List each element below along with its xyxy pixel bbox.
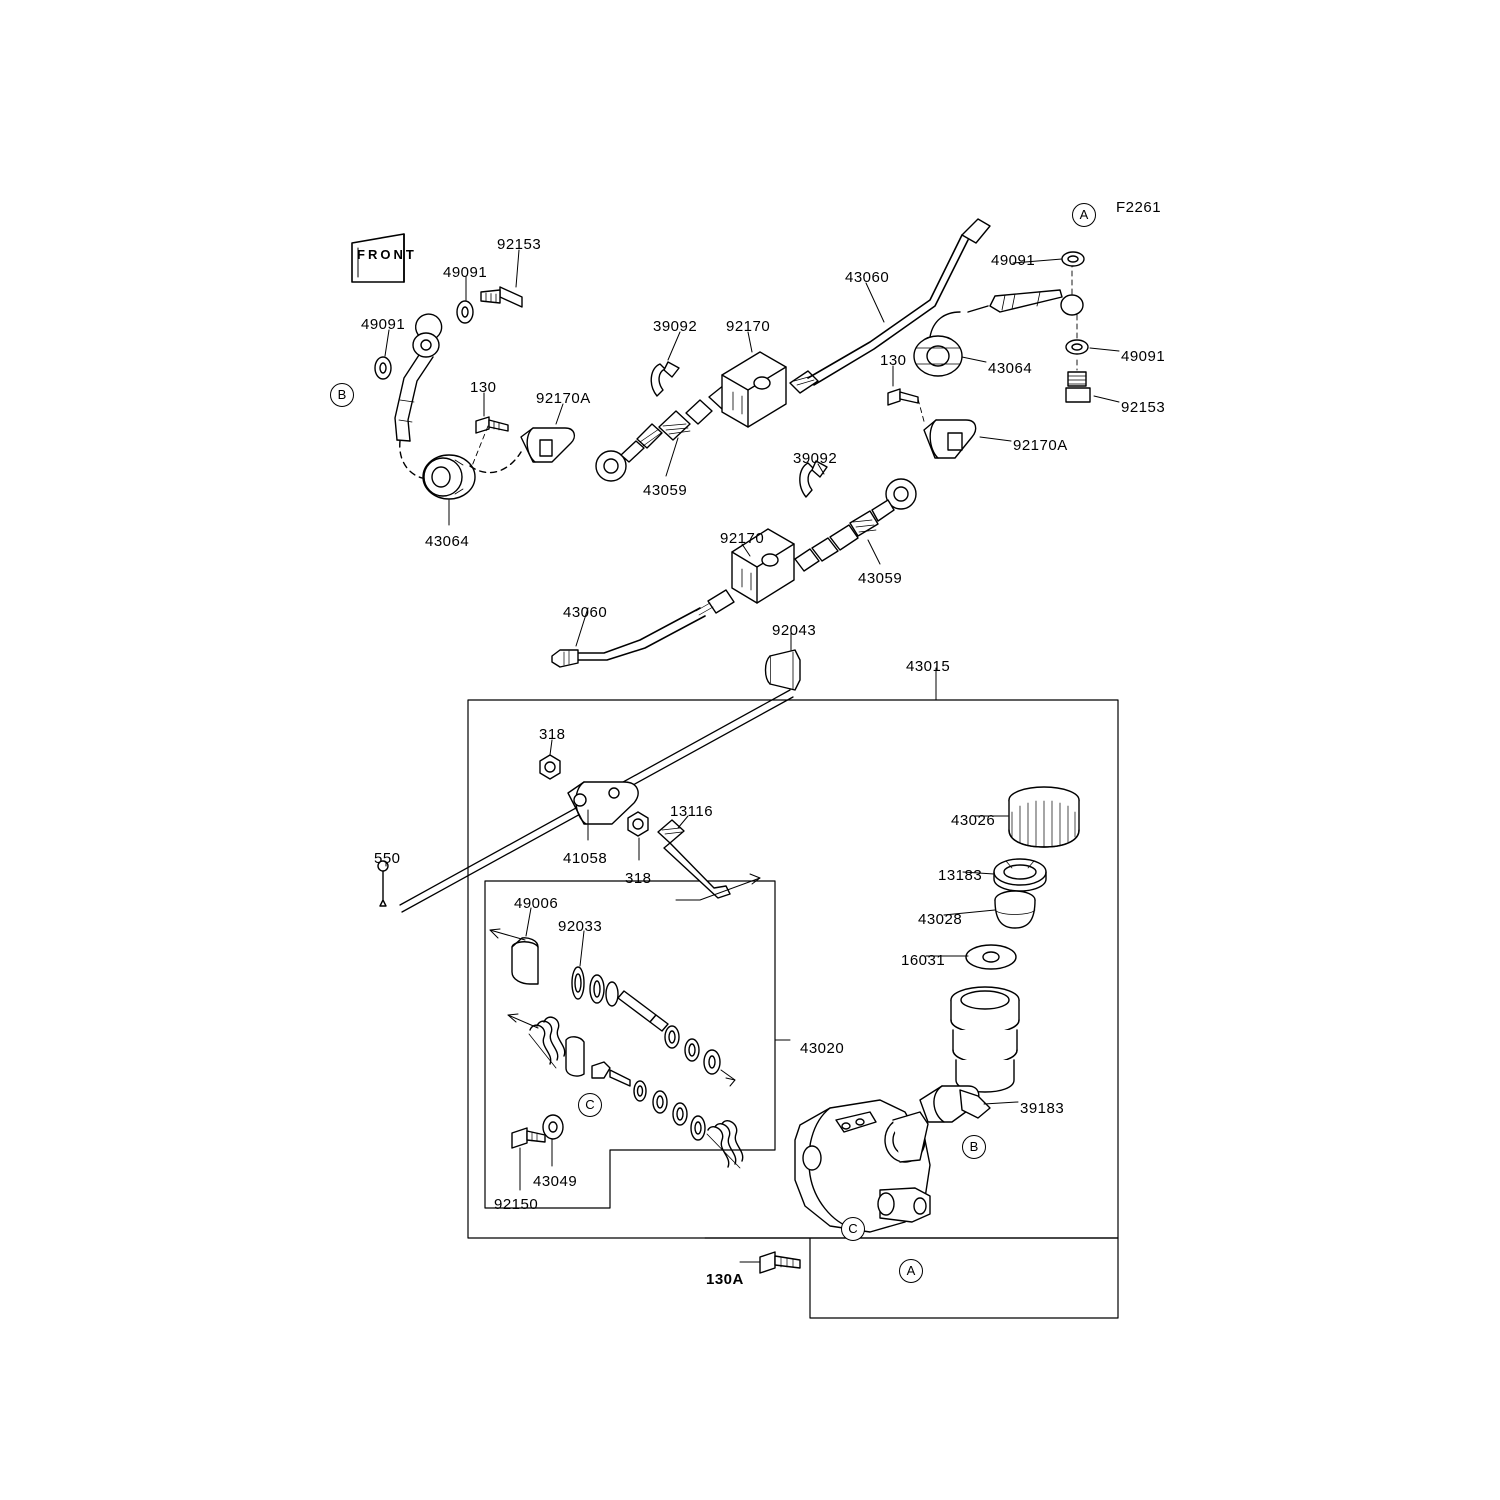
part-label-39183: 39183 bbox=[1020, 1100, 1065, 1117]
part-label-130-left: 130 bbox=[470, 379, 497, 396]
part-label-130-top: 130 bbox=[880, 352, 907, 369]
part-spring-lower bbox=[707, 1121, 743, 1168]
part-label-92150: 92150 bbox=[494, 1196, 539, 1213]
part-92153-right bbox=[1066, 372, 1090, 402]
part-label-43049: 43049 bbox=[533, 1173, 578, 1190]
part-49091-upper bbox=[457, 301, 473, 323]
part-43064-right bbox=[914, 312, 962, 376]
part-550 bbox=[378, 861, 388, 906]
part-92170A-left bbox=[521, 428, 574, 462]
part-label-318-bot: 318 bbox=[625, 870, 652, 887]
callout-circle-a-top: A bbox=[1072, 203, 1096, 227]
part-130A bbox=[760, 1252, 800, 1273]
part-label-43015: 43015 bbox=[906, 658, 951, 675]
part-cup-seal-1 bbox=[566, 1037, 584, 1076]
part-49091-right-lower bbox=[1066, 340, 1088, 354]
part-92033 bbox=[572, 967, 618, 1006]
part-label-13116: 13116 bbox=[670, 803, 714, 820]
part-49006 bbox=[512, 938, 538, 984]
part-shock-rod-right bbox=[968, 262, 1083, 315]
part-49091-lower bbox=[375, 357, 391, 379]
part-label-49091-top: 49091 bbox=[443, 264, 488, 281]
part-label-13183: 13183 bbox=[938, 867, 983, 884]
callout-circle-c-bot: C bbox=[841, 1217, 865, 1241]
callout-circle-b-left: B bbox=[330, 383, 354, 407]
part-label-43020: 43020 bbox=[800, 1040, 845, 1057]
part-130-right bbox=[888, 389, 918, 405]
part-label-16031: 16031 bbox=[901, 952, 946, 969]
part-label-39092-top: 39092 bbox=[653, 318, 698, 335]
part-reservoir bbox=[951, 987, 1019, 1092]
part-label-92170-mid: 92170 bbox=[720, 530, 765, 547]
callout-circle-c-left: C bbox=[578, 1093, 602, 1117]
part-label-41058: 41058 bbox=[563, 850, 608, 867]
part-label-92170A-left: 92170A bbox=[536, 390, 591, 407]
part-spring-upper bbox=[529, 1017, 565, 1068]
part-piston-shaft bbox=[618, 991, 735, 1086]
part-label-39092-mid: 39092 bbox=[793, 450, 838, 467]
part-label-43064-right: 43064 bbox=[988, 360, 1033, 377]
part-92153-top bbox=[481, 287, 522, 307]
part-43059-mid bbox=[696, 479, 916, 615]
part-13183 bbox=[994, 859, 1046, 891]
part-label-49091-left: 49091 bbox=[361, 316, 406, 333]
part-label-49091-right: 49091 bbox=[1121, 348, 1166, 365]
part-label-318-top: 318 bbox=[539, 726, 566, 743]
part-label-43028: 43028 bbox=[918, 911, 963, 928]
part-label-43059-mid: 43059 bbox=[858, 570, 903, 587]
part-label-130A: 130A bbox=[706, 1271, 744, 1288]
part-valve-stem bbox=[592, 1062, 705, 1140]
part-92170A-right bbox=[924, 420, 976, 458]
part-label-43064-left: 43064 bbox=[425, 533, 470, 550]
part-92150 bbox=[512, 1128, 545, 1148]
callout-circle-a-bot: A bbox=[899, 1259, 923, 1283]
part-master-cylinder-body bbox=[795, 1100, 930, 1232]
part-39092-upper bbox=[651, 362, 679, 396]
part-label-92043: 92043 bbox=[772, 622, 817, 639]
part-43028 bbox=[995, 891, 1035, 928]
figure-code-label: F2261 bbox=[1116, 199, 1162, 216]
part-318-bot bbox=[628, 812, 648, 836]
part-label-550: 550 bbox=[374, 850, 401, 867]
part-label-92153-right: 92153 bbox=[1121, 399, 1166, 416]
part-label-49091-a: 49091 bbox=[991, 252, 1036, 269]
part-label-92170A-right: 92170A bbox=[1013, 437, 1068, 454]
part-label-92033: 92033 bbox=[558, 918, 603, 935]
part-16031 bbox=[966, 945, 1016, 969]
part-label-43059-top: 43059 bbox=[643, 482, 688, 499]
part-13116 bbox=[658, 820, 730, 898]
part-92170-upper bbox=[722, 352, 786, 427]
group-box-43015 bbox=[468, 700, 1118, 1238]
part-label-43026: 43026 bbox=[951, 812, 996, 829]
part-43026 bbox=[1009, 787, 1079, 847]
part-43049 bbox=[543, 1115, 563, 1139]
callout-circle-b-right: B bbox=[962, 1135, 986, 1159]
part-label-43060-top: 43060 bbox=[845, 269, 890, 286]
front-marker-label: FRONT bbox=[357, 247, 417, 262]
part-92043 bbox=[766, 650, 801, 690]
part-label-92170-top: 92170 bbox=[726, 318, 771, 335]
part-label-43060-bot: 43060 bbox=[563, 604, 608, 621]
part-label-49006: 49006 bbox=[514, 895, 559, 912]
part-49091-right-upper bbox=[1062, 252, 1084, 266]
part-shock-rod-left bbox=[395, 314, 442, 441]
part-43064-left bbox=[423, 455, 475, 499]
part-130-left bbox=[476, 417, 508, 433]
part-label-92153-top: 92153 bbox=[497, 236, 542, 253]
part-318-top bbox=[540, 755, 560, 779]
